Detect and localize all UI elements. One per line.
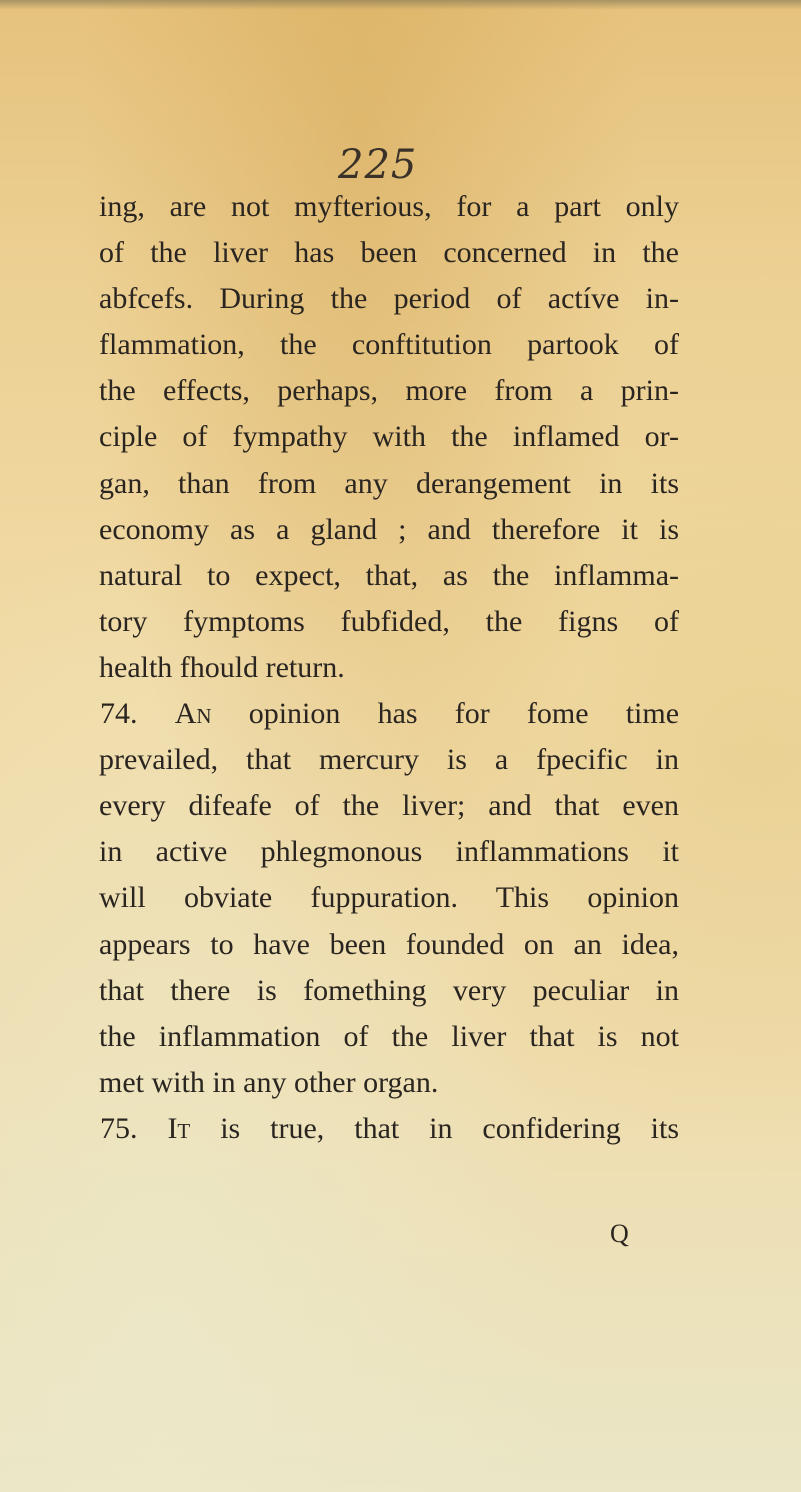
paragraph-number: 74. xyxy=(100,697,138,731)
text-line: in active phlegmonous inflammations it xyxy=(99,835,679,869)
text-line: of the liver has been concerned in the xyxy=(99,236,679,270)
text-line: natural to expect, that, as the inflamma- xyxy=(99,558,679,592)
body-text xyxy=(99,184,679,1152)
text-line: appears to have been founded on an idea, xyxy=(99,927,679,961)
paragraph-75-start xyxy=(99,1106,679,1152)
paragraph-lead-word: An xyxy=(174,697,212,731)
text-line: flammation, the conftitution partook of xyxy=(99,328,679,362)
page-number: 225 xyxy=(338,142,418,188)
text-line: every difeafe of the liver; and that even xyxy=(99,789,679,823)
paragraph-lead-word: It xyxy=(167,1111,191,1145)
paragraph-text: is true, that in confidering its xyxy=(220,1111,679,1145)
text-line: will obviate fuppuration. This opinion xyxy=(99,881,679,915)
paragraph-74-start xyxy=(99,691,679,737)
text-line: abfcefs. During the period of actíve in- xyxy=(99,282,679,316)
text-line: tory fymptoms fubfided, the figns of xyxy=(99,604,679,638)
page-top-edge xyxy=(0,0,801,10)
text-line: met with in any other organ. xyxy=(99,1065,439,1099)
text-line: that there is fomething very peculiar in xyxy=(99,973,679,1007)
text-line: ciple of fympathy with the inflamed or- xyxy=(99,420,679,454)
paragraph-text: opinion has for fome time xyxy=(248,697,680,731)
catchword: Q xyxy=(610,1219,629,1248)
paragraph-number: 75. xyxy=(100,1111,138,1145)
text-line: prevailed, that mercury is a fpecific in xyxy=(99,743,679,777)
text-line: the effects, perhaps, more from a prin- xyxy=(99,374,679,408)
text-line: gan, than from any derangement in its xyxy=(99,466,679,500)
text-line: the inflammation of the liver that is not xyxy=(99,1019,679,1053)
text-line: health fhould return. xyxy=(99,650,345,684)
text-line: economy as a gland ; and therefore it is xyxy=(99,512,679,546)
text-line: ing, are not myfterious, for a part only xyxy=(99,190,679,223)
